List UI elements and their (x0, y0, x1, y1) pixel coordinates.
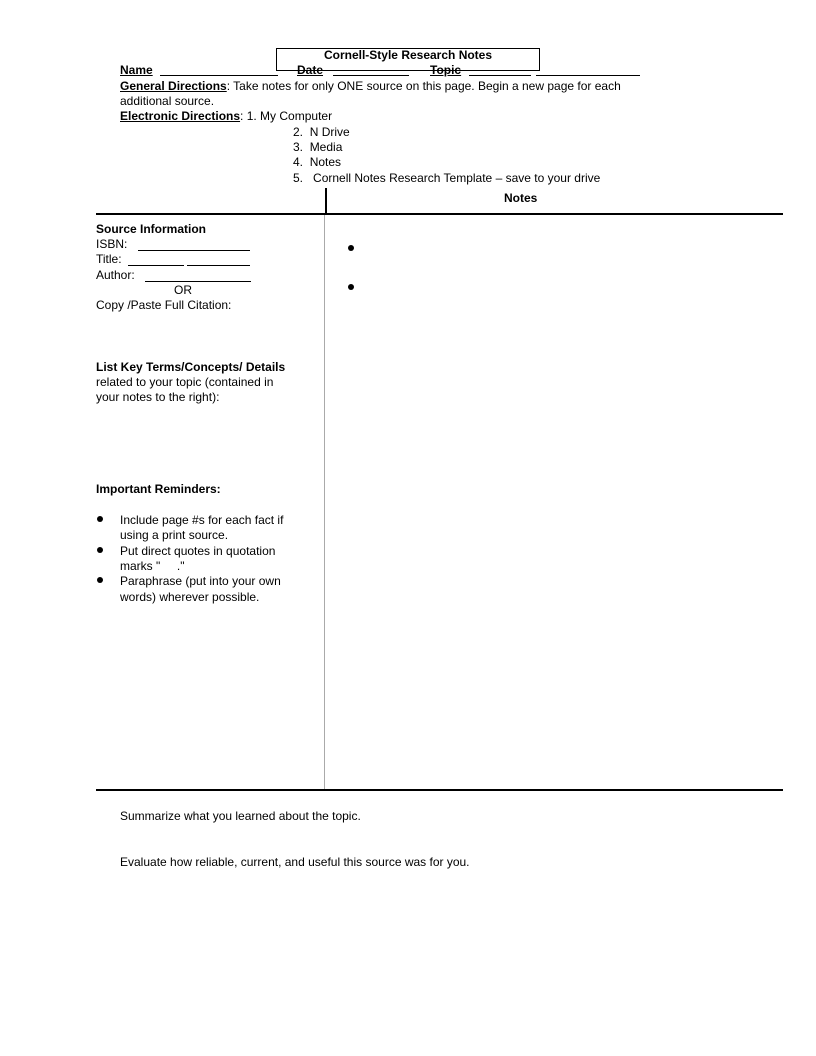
citation-label: Copy /Paste Full Citation: (96, 298, 232, 312)
electronic-directions-label: Electronic Directions (120, 109, 241, 123)
electronic-step-4: 4. Notes (293, 155, 342, 169)
date-label: Date (297, 63, 324, 77)
electronic-directions (120, 109, 332, 123)
terms-text-2: your notes to the right): (96, 390, 220, 404)
title-label: Title: (96, 252, 122, 266)
source-heading: Source Information (96, 222, 207, 236)
terms-text-1: related to your topic (contained in (96, 375, 274, 389)
topic-field[interactable] (469, 75, 531, 76)
summarize-prompt: Summarize what you learned about the topic. (120, 809, 361, 823)
isbn-label: ISBN: (96, 237, 128, 251)
notes-heading: Notes (504, 191, 538, 205)
electronic-step-1: : 1. My Computer (240, 109, 333, 123)
reminders-heading: Important Reminders: (96, 482, 221, 496)
general-directions-label: General Directions (120, 79, 227, 93)
general-directions-text-2: additional source. (120, 94, 215, 108)
electronic-step-3: 3. Media (293, 140, 343, 154)
page-title: Cornell-Style Research Notes (323, 48, 493, 62)
reminder-3-line-2: words) wherever possible. (120, 590, 260, 604)
reminder-bullet-icon (97, 547, 103, 553)
topic-field-extra[interactable] (536, 75, 640, 76)
reminder-2-line-1: Put direct quotes in quotation (120, 544, 276, 558)
general-directions (120, 79, 621, 93)
date-field[interactable] (333, 75, 409, 76)
top-rule (96, 213, 783, 215)
topic-label: Topic (430, 63, 462, 77)
author-label: Author: (96, 268, 135, 282)
reminder-1-line-2: using a print source. (120, 528, 229, 542)
or-label: OR (174, 283, 192, 297)
title-field-2[interactable] (187, 265, 250, 266)
title-field[interactable] (128, 265, 184, 266)
name-label: Name (120, 63, 153, 77)
column-divider-top (325, 188, 327, 215)
general-directions-text: : Take notes for only ONE source on this page. Begin a new page for each (226, 79, 621, 93)
reminder-3-line-1: Paraphrase (put into your own (120, 574, 281, 588)
name-field[interactable] (160, 75, 278, 76)
author-field[interactable] (145, 281, 251, 282)
notes-bullet-2[interactable] (348, 284, 354, 290)
reminder-bullet-icon (97, 577, 103, 583)
column-divider (324, 215, 325, 790)
electronic-step-2: 2. N Drive (293, 125, 350, 139)
bottom-rule (96, 789, 783, 791)
evaluate-prompt: Evaluate how reliable, current, and useful this source was for you. (120, 855, 470, 869)
reminder-1-line-1: Include page #s for each fact if (120, 513, 284, 527)
electronic-step-5: 5. Cornell Notes Research Template – save to your drive (293, 171, 601, 185)
terms-heading: List Key Terms/Concepts/ Details (96, 360, 286, 374)
reminder-2-line-2: marks " ." (120, 559, 185, 573)
reminder-bullet-icon (97, 516, 103, 522)
isbn-field[interactable] (138, 250, 250, 251)
notes-bullet-1[interactable] (348, 245, 354, 251)
